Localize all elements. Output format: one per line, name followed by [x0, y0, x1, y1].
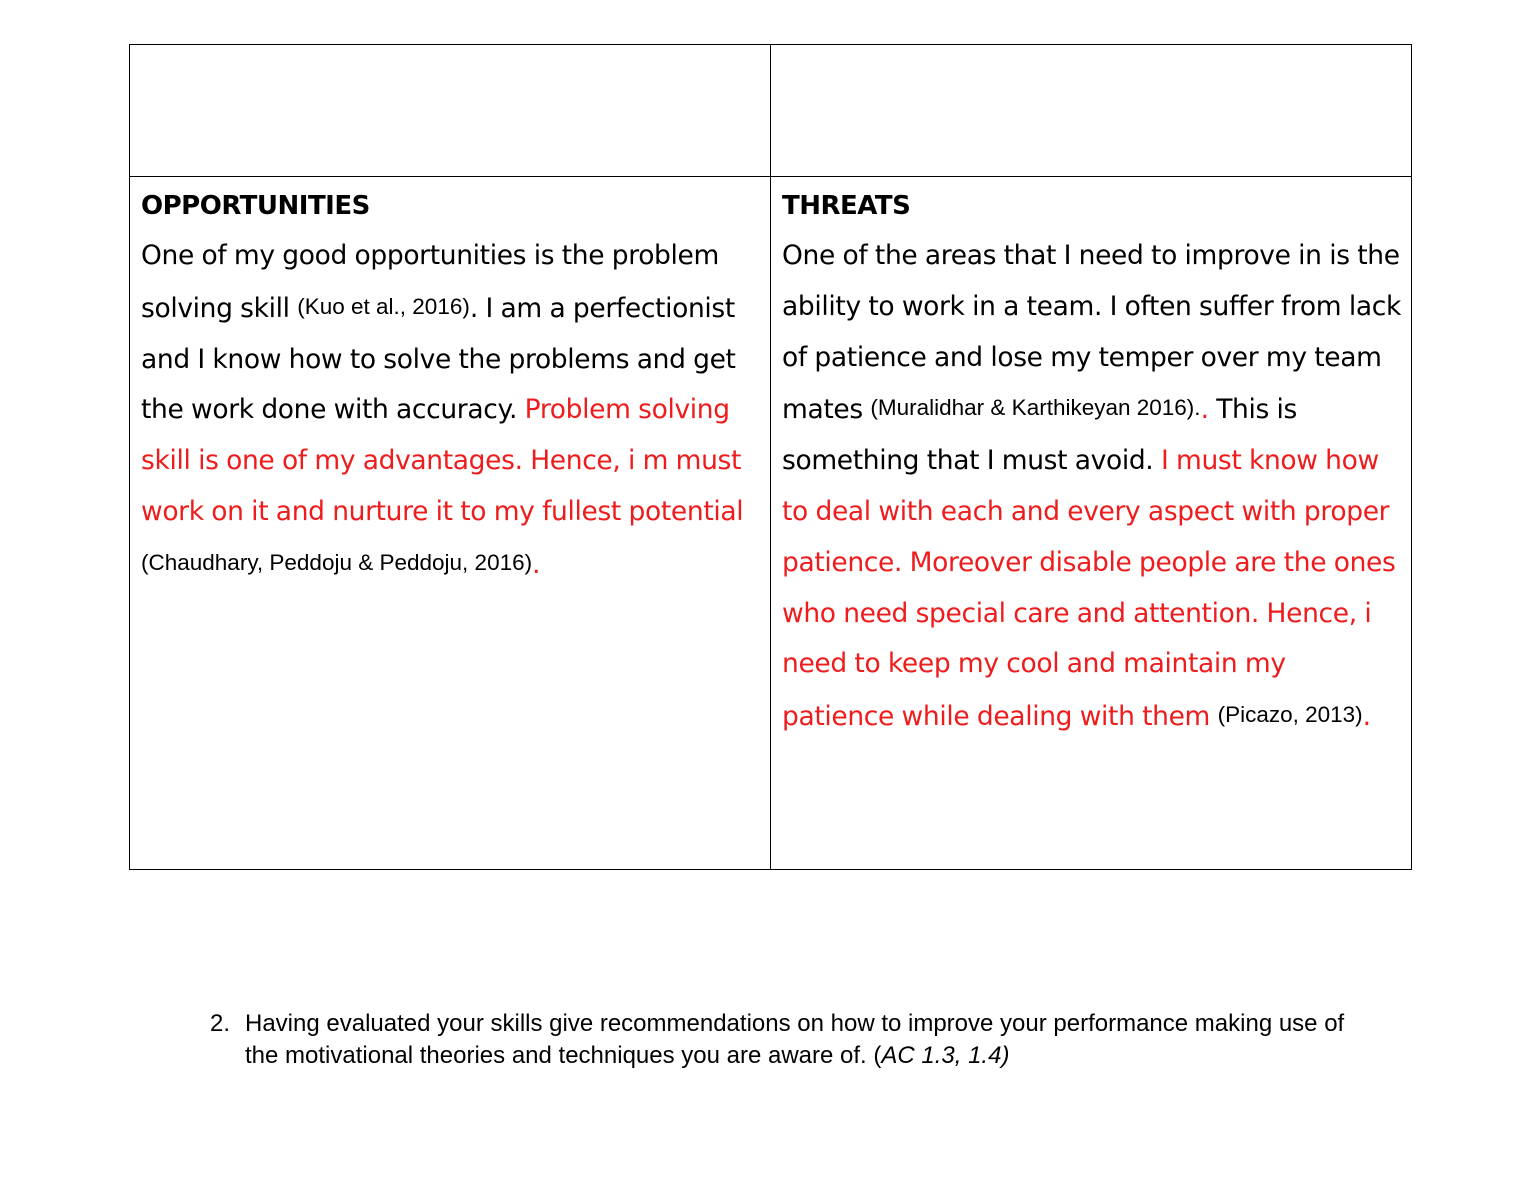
threats-text-1: One of the areas that I need to improve in is the ability to work in a team. I often suffer from lack of patience and lose my temper over my team mates: [782, 240, 1401, 426]
threats-red-dot: .: [1200, 394, 1209, 426]
table-cell-empty-right: [771, 45, 1412, 177]
opportunities-heading: OPPORTUNITIES: [141, 191, 370, 221]
question-text: Having evaluated your skills give recommendations on how to improve your performance making use of the motivational theories and techniques you are aware of. (: [245, 1010, 1345, 1069]
question-reference: AC 1.3, 1.4): [881, 1042, 1010, 1069]
question-number: 2.: [210, 1010, 231, 1037]
question-text-block: [245, 1008, 1370, 1072]
opportunities-highlight-text: Problem solving skill is one of my advantages. Hence, i m must work on it and nurture it to my fullest potential: [141, 394, 744, 527]
threats-citation-1: (Muralidhar & Karthikeyan 2016).: [870, 395, 1201, 421]
opportunities-citation-1: (Kuo et al., 2016): [297, 293, 470, 319]
opportunities-content: [130, 177, 770, 591]
threats-citation-2: (Picazo, 2013): [1217, 702, 1363, 728]
opportunities-text-1: One of my good opportunities is the problem solving skill: [141, 240, 719, 324]
question-item: [210, 1008, 1370, 1072]
opportunities-period: .: [532, 548, 541, 580]
table-row-main: [130, 177, 1412, 870]
swot-table: [129, 44, 1412, 870]
opportunities-text-2: . I am a perfectionist and I know how to solve the problems and get the work done with accuracy.: [141, 292, 736, 426]
opportunities-cell: [130, 177, 771, 870]
threats-text-2: This is something that I must avoid.: [782, 394, 1298, 477]
opportunities-citation-2: (Chaudhary, Peddoju & Peddoju, 2016): [141, 549, 533, 575]
threats-cell: [771, 177, 1412, 870]
table-row-empty: [130, 45, 1412, 177]
threats-highlight-text: I must know how to deal with each and every aspect with proper patience. Moreover disable people are the ones who need special care and attention. Hence, i need to keep my cool and maintain my patience while dealing with them: [782, 445, 1396, 733]
threats-heading: THREATS: [782, 191, 911, 221]
threats-content: [771, 177, 1411, 743]
threats-period: .: [1362, 701, 1371, 733]
table-cell-empty-left: [130, 45, 771, 177]
